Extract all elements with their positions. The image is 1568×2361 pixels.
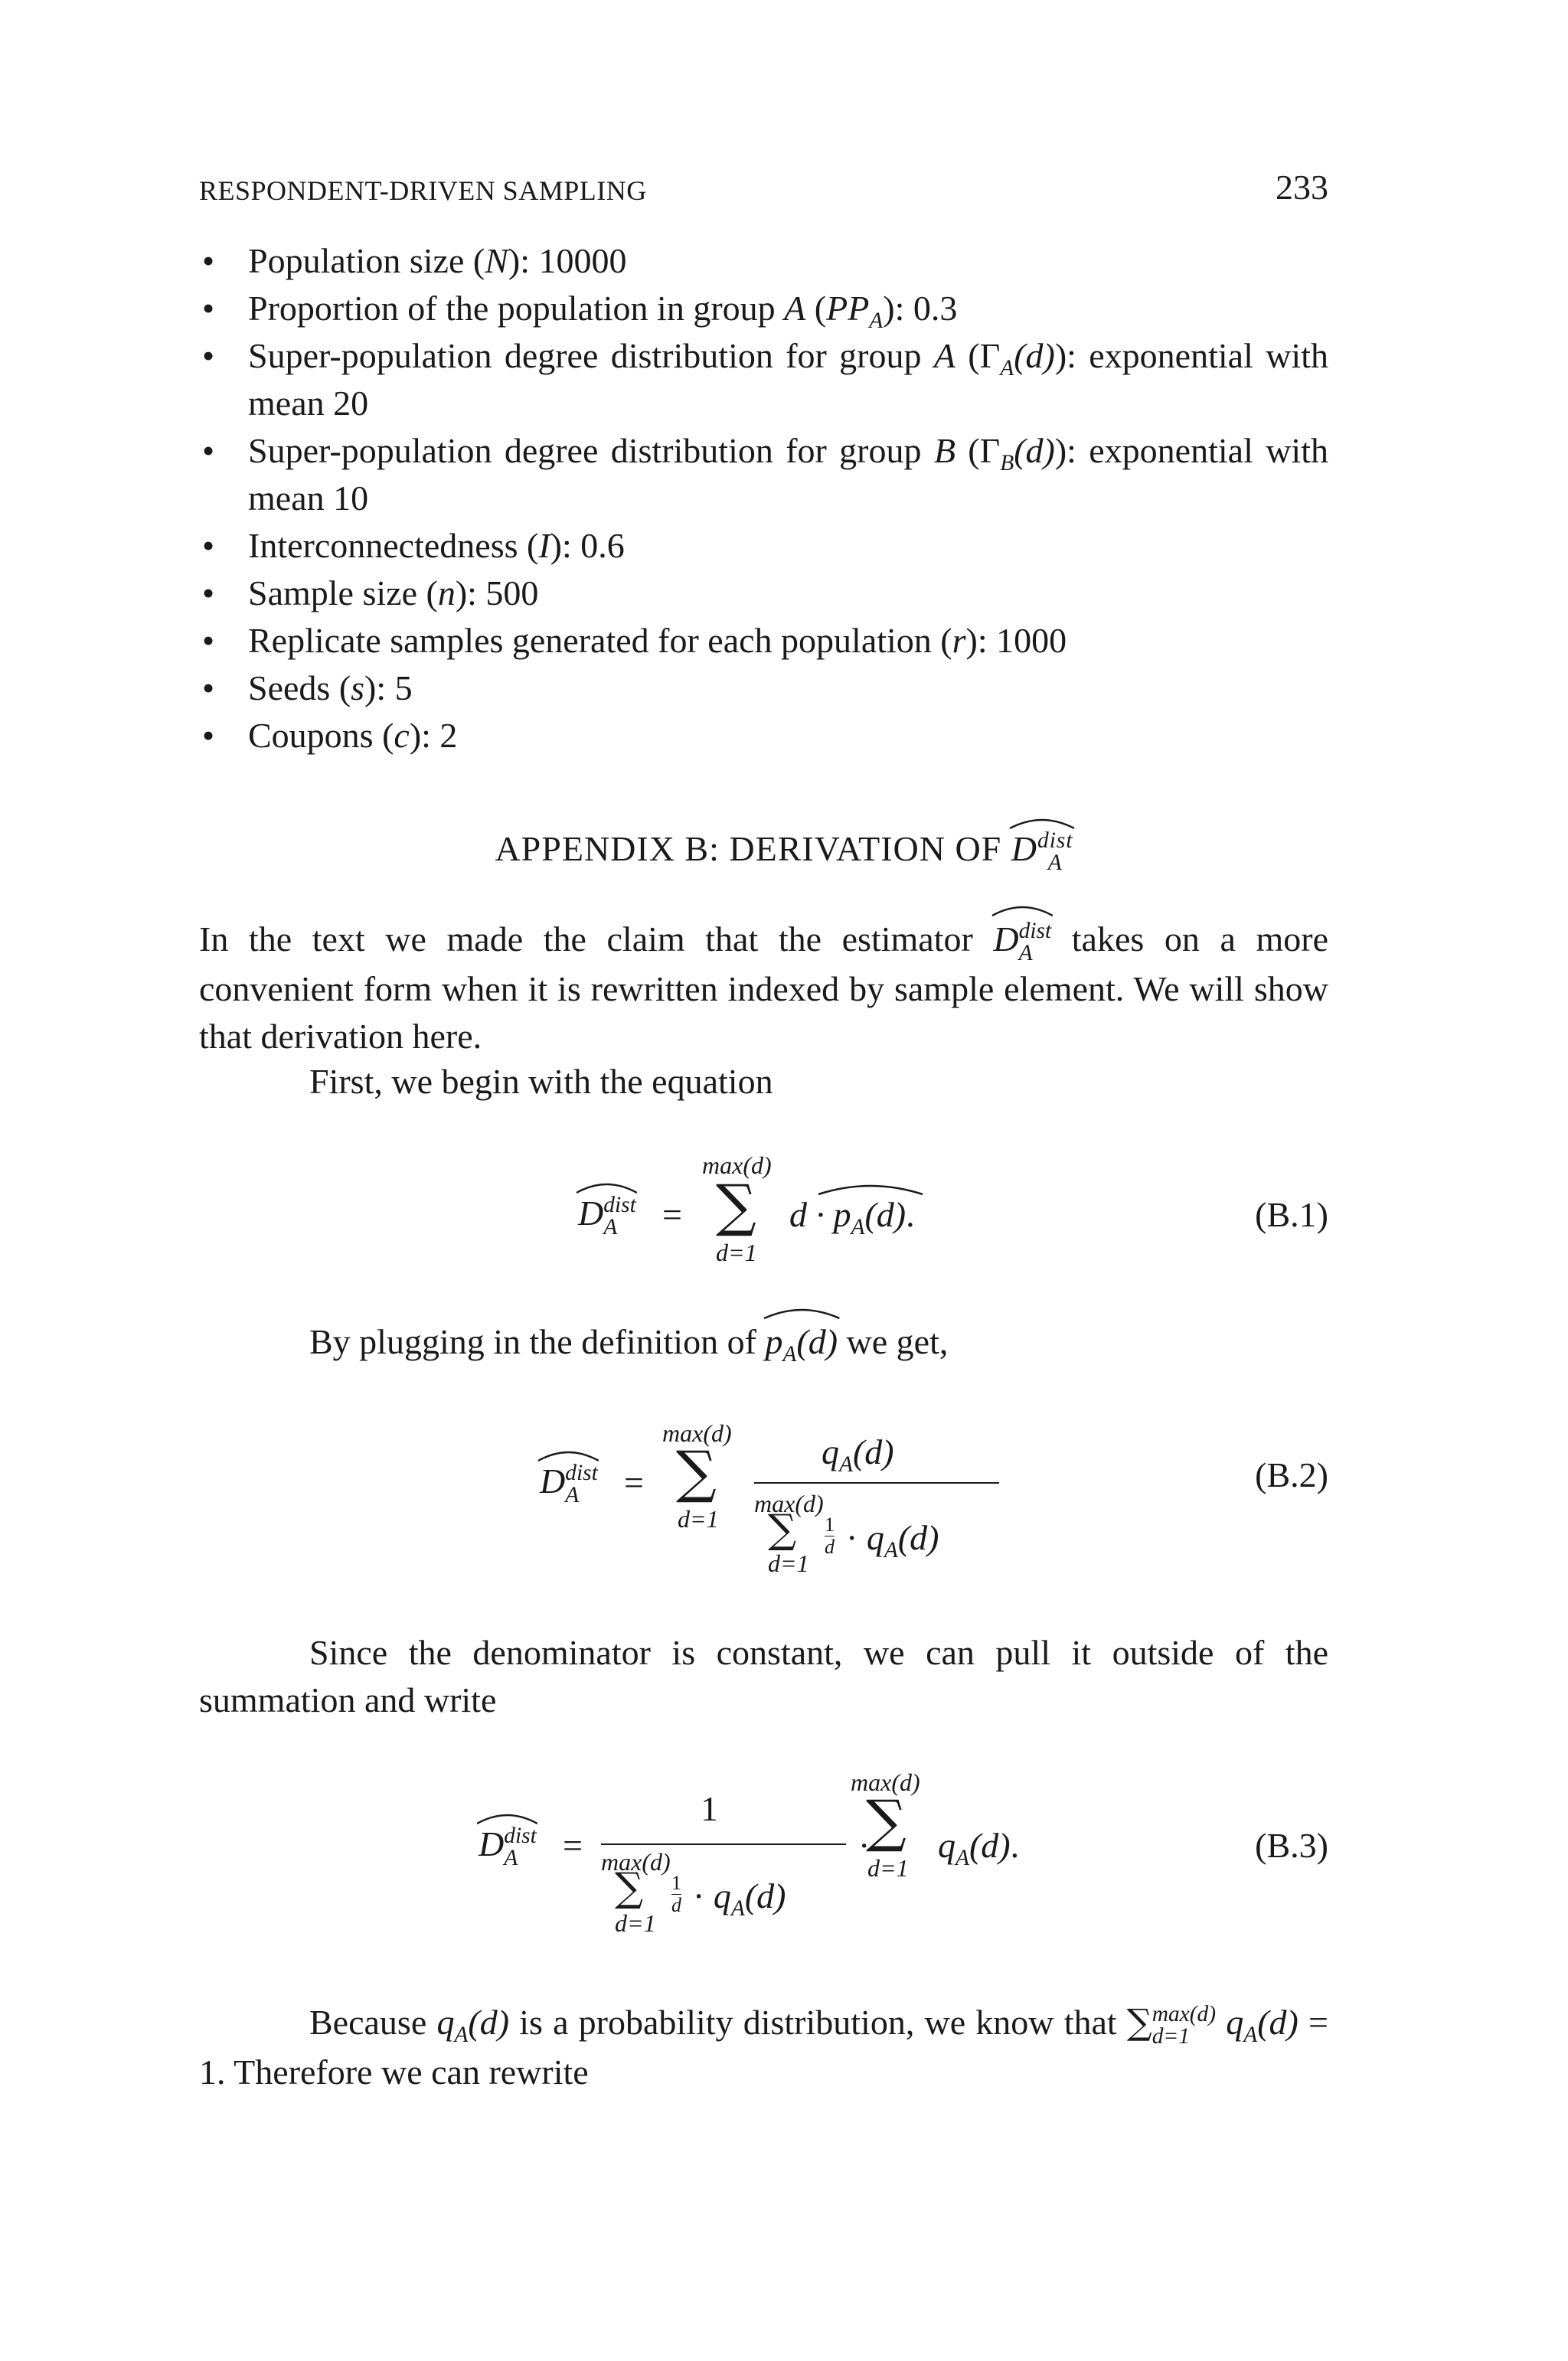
equation-number-b1: (B.1) — [1255, 1195, 1328, 1234]
list-item: • Super-population degree distribution for group B $(\Gamma_B(d))$: exponential with mean 10 — [199, 427, 1328, 522]
parameter-list — [199, 237, 1328, 759]
bullet-icon: • — [202, 526, 215, 565]
list-item: • Coupons (c): 2 — [199, 712, 1328, 759]
equation-number-b2: (B.2) — [1255, 1455, 1328, 1494]
bullet-icon: • — [202, 668, 215, 707]
d-dist-hat-symbol: D dist A — [578, 1193, 636, 1239]
list-item: • Sample size (n): 500 — [199, 570, 1328, 617]
d-dist-hat-symbol: D dist A — [540, 1461, 598, 1507]
bullet-icon: • — [202, 716, 215, 755]
running-head: RESPONDENT-DRIVEN SAMPLING — [199, 175, 647, 206]
bullet-icon: • — [202, 289, 215, 328]
list-item: • Replicate samples generated for each population (r): 1000 — [199, 617, 1328, 665]
list-item: • Proportion of the population in group A $(PP_A)$: 0.3 — [199, 285, 1328, 332]
appendix-heading: APPENDIX B: DERIVATION OF D dist A — [0, 828, 1568, 875]
paragraph-denominator: Since the denominator is constant, we can pull it outside of the summation and write — [199, 1633, 1328, 1719]
bullet-icon: • — [202, 336, 215, 375]
equation-b2: D dist A = max(d) ∑ d=1 $q_A(d)$ max(d) ∑ d=1 1 d · $q_A(d)$ — [540, 1415, 1014, 1583]
equation-b1: D dist A = max(d) ∑ d=1 d · p $_A$(d). — [578, 1162, 1037, 1285]
list-item: • Interconnectedness (I): 0.6 — [199, 522, 1328, 570]
d-dist-hat-symbol: D dist A — [1011, 828, 1073, 875]
list-item: • Super-population degree distribution for group A $(\Gamma_A(d))$: exponential with mean 20 — [199, 332, 1328, 427]
d-dist-hat-symbol: D dist A — [993, 916, 1051, 965]
equation-number-b3: (B.3) — [1255, 1826, 1328, 1865]
bullet-icon: • — [202, 573, 215, 612]
paragraph-first: First, we begin with the equation — [309, 1062, 773, 1101]
paragraph-probability: Because $q_A(d)$ is a probability distribution, we know that ∑ max(d) d=1 $q_A(d) = 1$. Therefore we can rewrite — [199, 2001, 1328, 2092]
page-number: 233 — [1276, 168, 1328, 207]
list-item: • Population size (N): 10000 — [199, 237, 1328, 285]
list-item: • Seeds (s): 5 — [199, 665, 1328, 712]
equation-b3: D dist A = 1 max(d) ∑ d=1 1 d · $q_A(d)$ · max(d) ∑ d=1 $q_A(d)$. — [479, 1768, 1020, 1937]
d-dist-hat-symbol: D dist A — [479, 1824, 537, 1870]
bullet-icon: • — [202, 241, 215, 280]
paragraph-plugging: By plugging in the definition of $p_A(d)$ we get, — [199, 1318, 1328, 1366]
paragraph-intro: In the text we made the claim that the estimator D dist A takes on a more convenient form when it is rewritten indexed by sample element. We will show that derivation here. — [199, 916, 1328, 1060]
bullet-icon: • — [202, 621, 215, 660]
bullet-icon: • — [202, 431, 215, 470]
